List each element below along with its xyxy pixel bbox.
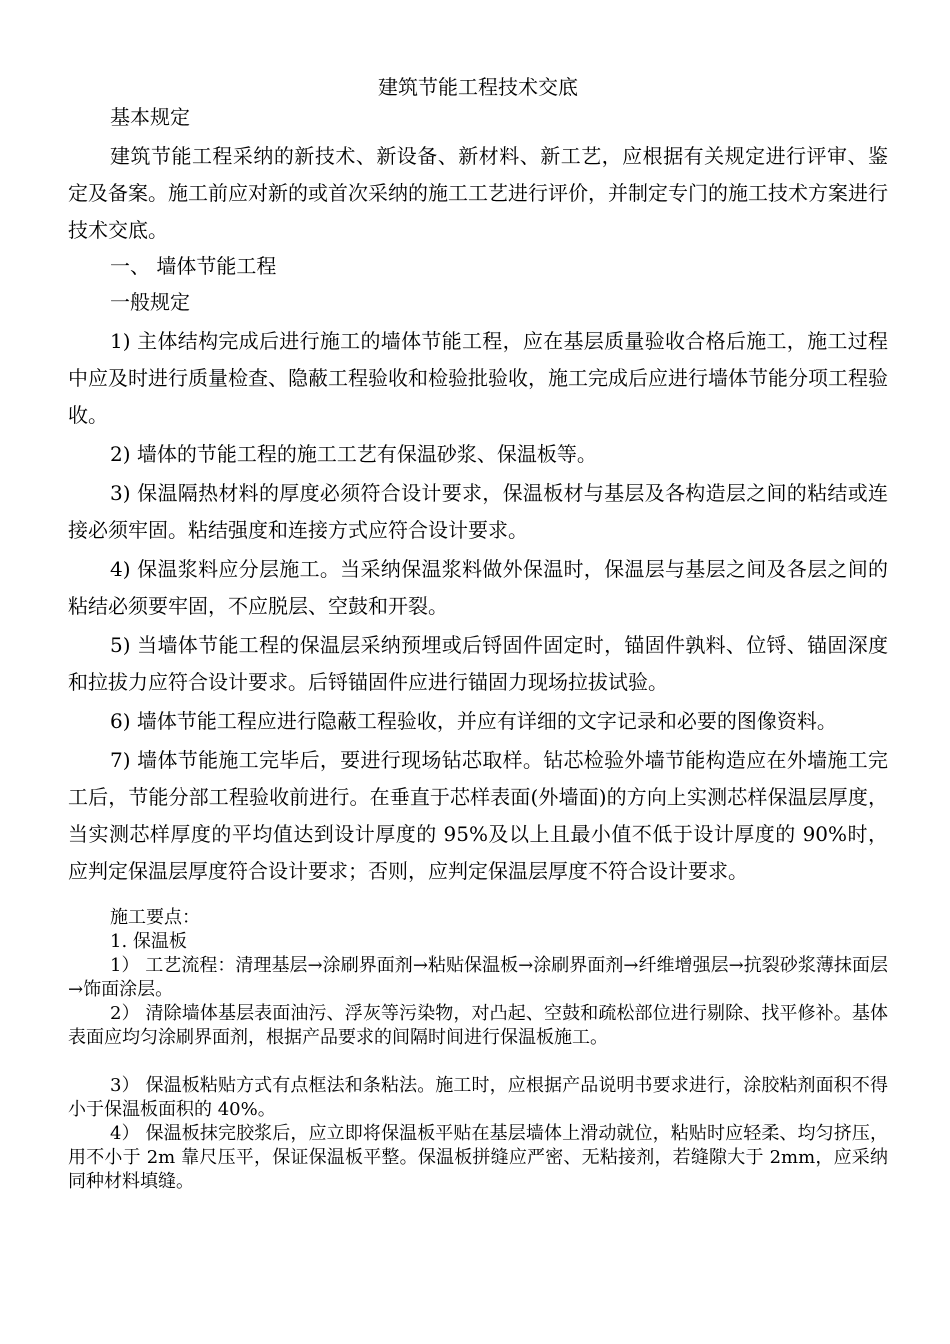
document-title: 建筑节能工程技术交底 [378, 75, 578, 99]
point-item: 1） 工艺流程：清理基层→涂刷界面剂→粘贴保温板→涂刷界面剂→纤维增强层→抗裂砂浆薄抹面层→饰面涂层。 [68, 955, 888, 1000]
construction-points-block [68, 906, 888, 1194]
rule-item: 6) 墙体节能工程应进行隐蔽工程验收，并应有详细的文字记录和必要的图像资料。 [110, 709, 837, 733]
insulation-board-heading: 1. 保温板 [110, 931, 187, 952]
point-item: 4） 保温板抹完胶浆后，应立即将保温板平贴在基层墙体上滑动就位，粘贴时应轻柔、均匀挤压，用不小于 2m 靠尺压平，保证保温板平整。保温板拼缝应严密、无粘接剂，若缝隙大于 2mm，应采纳同种材料填缝。 [68, 1123, 888, 1192]
point-item: 2） 清除墙体基层表面油污、浮灰等污染物，对凸起、空鼓和疏松部位进行剔除、找平修补。基体表面应均匀涂刷界面剂，根据产品要求的间隔时间进行保温板施工。 [68, 1003, 888, 1048]
basic-paragraph: 建筑节能工程采纳的新技术、新设备、新材料、新工艺，应根据有关规定进行评审、鉴定及备案。施工前应对新的或首次采纳的施工工艺进行评价，并制定专门的施工技术方案进行技术交底。 [68, 144, 888, 242]
point-item: 3） 保温板粘贴方式有点框法和条粘法。施工时，应根据产品说明书要求进行，涂胶粘剂面积不得小于保温板面积的 40%。 [68, 1075, 888, 1120]
rule-item: 3) 保温隔热材料的厚度必须符合设计要求，保温板材与基层及各构造层之间的粘结或连接必须牢固。粘结强度和连接方式应符合设计要求。 [68, 481, 888, 542]
rule-item: 2) 墙体的节能工程的施工工艺有保温砂浆、保温板等。 [110, 442, 597, 466]
rule-item: 1) 主体结构完成后进行施工的墙体节能工程，应在基层质量验收合格后施工，施工过程中应及时进行质量检查、隐蔽工程验收和检验批验收，施工完成后应进行墙体节能分项工程验收。 [68, 329, 888, 427]
section-general-heading: 一般规定 [110, 290, 190, 314]
section-basic-heading: 基本规定 [110, 105, 190, 129]
section-wall-heading: 一、 墙体节能工程 [110, 254, 277, 278]
construction-points-heading: 施工要点： [110, 907, 200, 928]
rule-item: 4) 保温浆料应分层施工。当采纳保温浆料做外保温时，保温层与基层之间及各层之间的粘结必须要牢固，不应脱层、空鼓和开裂。 [68, 557, 888, 618]
document-page [68, 72, 888, 1194]
rule-item: 5) 当墙体节能工程的保温层采纳预埋或后锊固件固定时，锚固件孰料、位锊、锚固深度和拉拔力应符合设计要求。后锊锚固件应进行锚固力现场拉拔试验。 [68, 633, 888, 694]
rule-item: 7) 墙体节能施工完毕后，要进行现场钻芯取样。钻芯检验外墙节能构造应在外墙施工完工后，节能分部工程验收前进行。在垂直于芯样表面(外墙面)的方向上实测芯样保温层厚度，当实测芯样厚度的平均值达到设计厚度的 95%及以上且最小值不低于设计厚度的 90%时，应判定保温层厚度符合设计要求；否则，应判定保温层厚度不符合设计要求。 [68, 748, 888, 883]
